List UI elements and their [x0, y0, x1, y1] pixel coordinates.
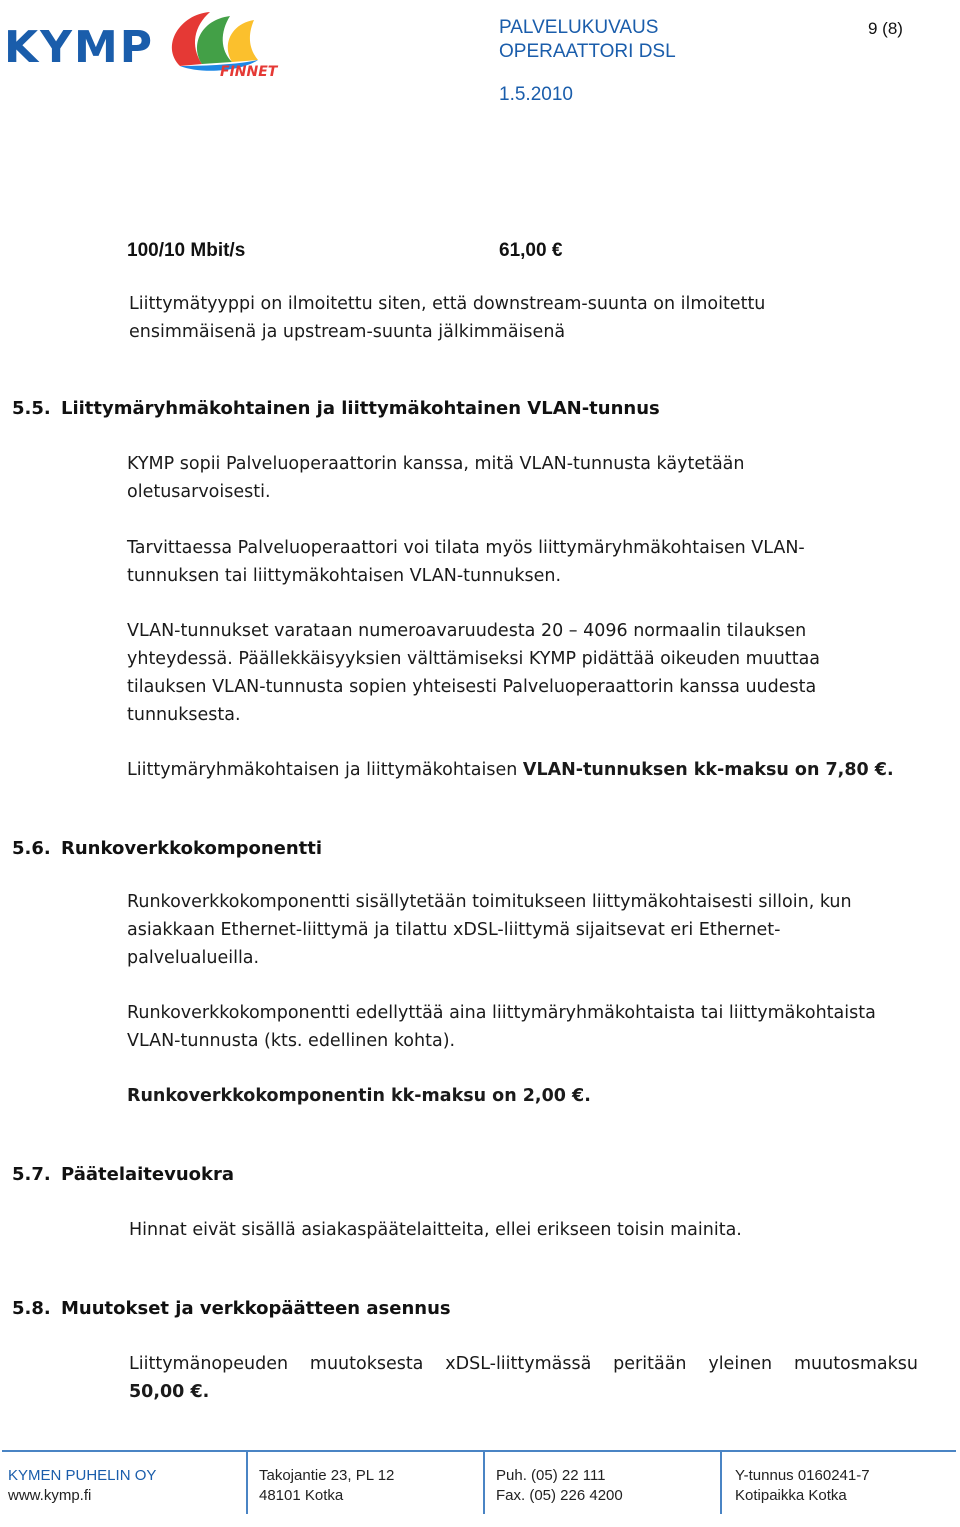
- footer-divider: [246, 1452, 248, 1514]
- doc-title-line1: PALVELUKUVAUS: [499, 17, 659, 38]
- s55-p1-l2: oletusarvoisesti.: [127, 482, 271, 502]
- footer-contact: [496, 1466, 623, 1506]
- s56-p1-l2: asiakkaan Ethernet-liittymä ja tilattu xDSL-liittymä sijaitsevat eri Ethernet-: [127, 920, 781, 940]
- footer-divider: [720, 1452, 722, 1514]
- doc-date: 1.5.2010: [499, 84, 573, 105]
- finnet-logo: [150, 6, 290, 86]
- footer-rule: [2, 1450, 956, 1452]
- s55-fee-line: [127, 756, 894, 784]
- page-number: 9 (8): [868, 19, 903, 38]
- s55-p1-l1: KYMP sopii Palveluoperaattorin kanssa, mitä VLAN-tunnusta käytetään: [127, 454, 745, 474]
- note-line1: Liittymätyyppi on ilmoitettu siten, että downstream-suunta on ilmoitettu: [129, 294, 766, 314]
- footer-address: [259, 1466, 394, 1506]
- s55-p2-l2: tunnuksen tai liittymäkohtaisen VLAN-tunnuksen.: [127, 566, 562, 586]
- footer-registration: [735, 1466, 870, 1506]
- section-5-7-title: Päätelaitevuokra: [61, 1164, 235, 1185]
- s55-p3-l2: yhteydessä. Päällekkäisyyksien välttämiseksi KYMP pidättää oikeuden muuttaa: [127, 649, 821, 669]
- section-5-6-number: 5.6.: [12, 838, 51, 859]
- section-5-8-title: Muutokset ja verkkopäätteen asennus: [61, 1298, 451, 1319]
- s56-p1-l3: palvelualueilla.: [127, 948, 260, 968]
- s56-p1-l1: Runkoverkkokomponentti sisällytetään toimitukseen liittymäkohtaisesti silloin, kun: [127, 892, 852, 912]
- section-5-5-number: 5.5.: [12, 398, 51, 419]
- footer-website[interactable]: www.kymp.fi: [8, 1487, 92, 1504]
- s55-p3-l3: tilauksen VLAN-tunnusta sopien yhteisesti Palveluoperaattorin kanssa uudesta: [127, 677, 817, 697]
- section-5-7-number: 5.7.: [12, 1164, 51, 1185]
- footer-company: [8, 1466, 156, 1506]
- s58-word: muutoksesta: [309, 1354, 424, 1374]
- doc-title-line2: OPERAATTORI DSL: [499, 41, 676, 62]
- footer-company-name: KYMEN PUHELIN OY: [8, 1467, 157, 1484]
- s58-fee: 50,00 €.: [129, 1382, 210, 1402]
- speed-price: 61,00 €: [499, 240, 563, 261]
- s56-p2-l1: Runkoverkkokomponentti edellyttää aina liittymäryhmäkohtaista tai liittymäkohtaista: [127, 1003, 876, 1023]
- s55-fee-amount: VLAN-tunnuksen kk-maksu on 7,80 €.: [522, 760, 894, 780]
- s56-p2-l2: VLAN-tunnusta (kts. edellinen kohta).: [127, 1031, 456, 1051]
- s58-word: xDSL-liittymässä: [445, 1354, 592, 1374]
- s58-word: yleinen: [708, 1354, 773, 1374]
- s55-p2-l1: Tarvittaessa Palveluoperaattori voi tilata myös liittymäryhmäkohtaisen VLAN-: [127, 538, 805, 558]
- s56-fee: Runkoverkkokomponentin kk-maksu on 2,00 €.: [127, 1086, 591, 1106]
- footer-divider: [483, 1452, 485, 1514]
- section-5-8-number: 5.8.: [12, 1298, 51, 1319]
- s58-word: Liittymänopeuden: [129, 1354, 289, 1374]
- s58-p1-l1: [129, 1350, 918, 1378]
- kymp-logo-text: KYMP: [4, 22, 154, 73]
- s55-p3-l1: VLAN-tunnukset varataan numeroavaruudesta 20 – 4096 normaalin tilauksen: [127, 621, 807, 641]
- footer-city: 48101 Kotka: [259, 1487, 344, 1504]
- footer-fax: Fax. (05) 226 4200: [496, 1487, 623, 1504]
- kymp-logo: [4, 22, 154, 78]
- footer-domicile: Kotipaikka Kotka: [735, 1487, 847, 1504]
- footer-phone: Puh. (05) 22 111: [496, 1467, 606, 1484]
- s58-word: peritään: [613, 1354, 687, 1374]
- s57-p1: Hinnat eivät sisällä asiakaspäätelaitteita, ellei erikseen toisin mainita.: [129, 1220, 742, 1240]
- speed-label: 100/10 Mbit/s: [127, 240, 246, 261]
- finnet-logo-text: FINNET: [220, 64, 278, 80]
- section-5-5-title: Liittymäryhmäkohtainen ja liittymäkohtainen VLAN-tunnus: [61, 398, 660, 419]
- footer-street: Takojantie 23, PL 12: [259, 1467, 395, 1484]
- section-5-6-title: Runkoverkkokomponentti: [61, 838, 323, 859]
- note-line2: ensimmäisenä ja upstream-suunta jälkimmäisenä: [129, 322, 566, 342]
- s55-fee-text: Liittymäryhmäkohtaisen ja liittymäkohtaisen: [127, 760, 523, 780]
- footer-business-id: Y-tunnus 0160241-7: [735, 1467, 870, 1484]
- s58-word: muutosmaksu: [793, 1354, 918, 1374]
- s55-p3-l4: tunnuksesta.: [127, 705, 241, 725]
